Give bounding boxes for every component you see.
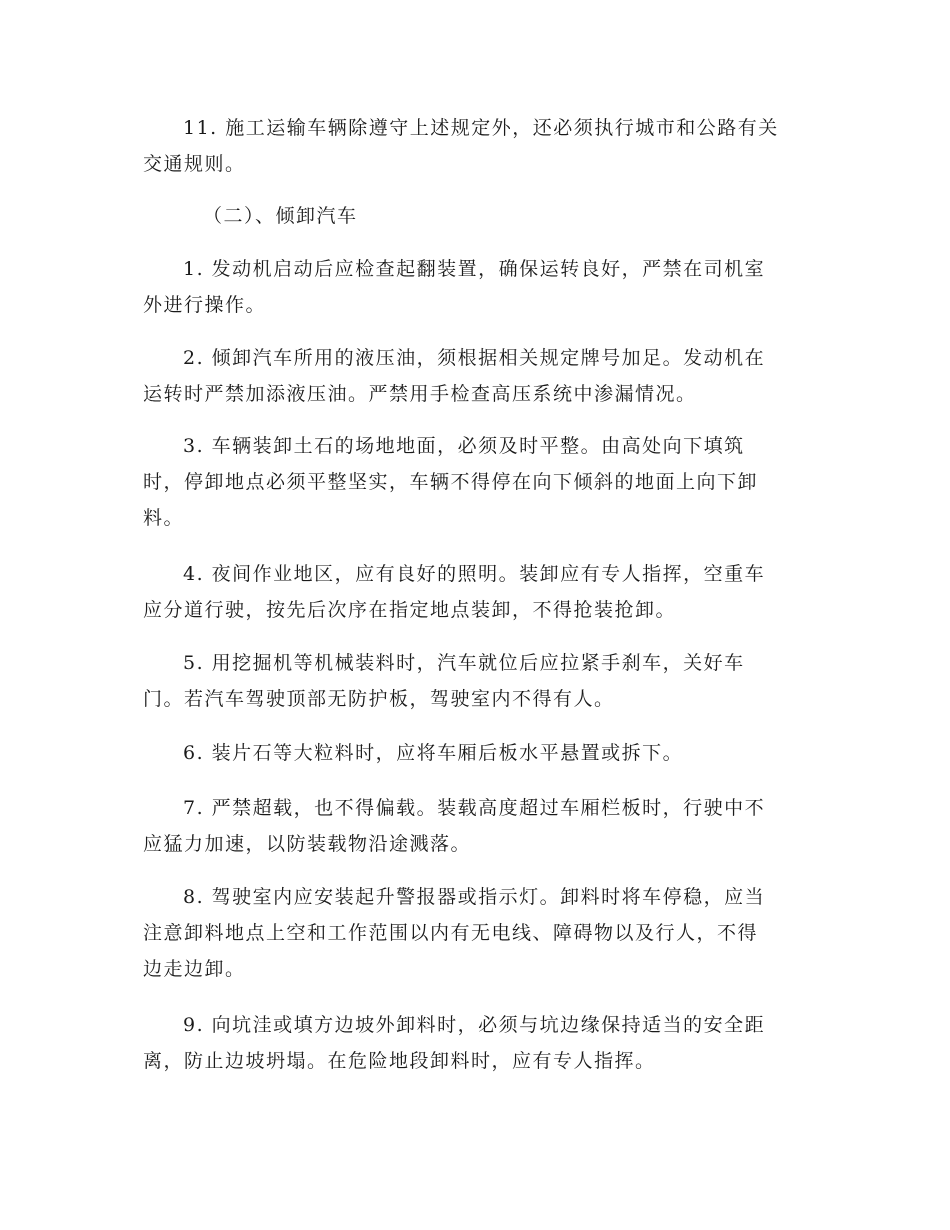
paragraph-line: 交通规则。 — [143, 153, 246, 175]
paragraph-line: 11. 施工运输车辆除遵守上述规定外，还必须执行城市和公路有关 — [183, 117, 779, 139]
paragraph-line: 4. 夜间作业地区，应有良好的照明。装卸应有专人指挥，空重车 — [183, 563, 766, 585]
section-heading-text: （二）、倾卸汽车 — [203, 205, 358, 227]
paragraph-item-4 — [143, 556, 803, 628]
paragraph-line: 外进行操作。 — [143, 294, 267, 316]
paragraph-item-7 — [143, 790, 803, 862]
paragraph-line: 1. 发动机启动后应检查起翻装置，确保运转良好，严禁在司机室 — [183, 258, 766, 280]
paragraph-line: 6. 装片石等大粒料时，应将车厢后板水平悬置或拆下。 — [183, 742, 684, 764]
paragraph-item-9 — [143, 1007, 803, 1079]
paragraph-item-5 — [143, 645, 803, 717]
paragraph-item-6 — [143, 735, 803, 771]
paragraph-line: 7. 严禁超载，也不得偏载。装载高度超过车厢栏板时，行驶中不 — [183, 797, 766, 819]
paragraph-line: 离，防止边坡坍塌。在危险地段卸料时，应有专人指挥。 — [143, 1050, 656, 1072]
paragraph-line: 边走边卸。 — [143, 958, 246, 980]
paragraph-line: 应分道行驶，按先后次序在指定地点装卸，不得抢装抢卸。 — [143, 599, 677, 621]
paragraph-line: 8. 驾驶室内应安装起升警报器或指示灯。卸料时将车停稳，应当 — [183, 886, 766, 908]
paragraph-line: 注意卸料地点上空和工作范围以内有无电线、障碍物以及行人，不得 — [143, 922, 759, 944]
paragraph-item-1 — [143, 251, 803, 323]
paragraph-item-11 — [143, 110, 803, 182]
paragraph-line: 运转时严禁加添液压油。严禁用手检查高压系统中渗漏情况。 — [143, 383, 697, 405]
paragraph-line: 5. 用挖掘机等机械装料时，汽车就位后应拉紧手刹车，关好车 — [183, 652, 745, 674]
paragraph-line: 应猛力加速，以防装载物沿途溅落。 — [143, 833, 472, 855]
paragraph-item-3 — [143, 428, 803, 536]
paragraph-item-8 — [143, 879, 803, 987]
paragraph-line: 2. 倾卸汽车所用的液压油，须根据相关规定牌号加足。发动机在 — [183, 347, 766, 369]
paragraph-line: 门。若汽车驾驶顶部无防护板，驾驶室内不得有人。 — [143, 688, 615, 710]
paragraph-item-2 — [143, 340, 803, 412]
paragraph-line: 9. 向坑洼或填方边坡外卸料时，必须与坑边缘保持适当的安全距 — [183, 1014, 766, 1036]
section-heading — [143, 198, 803, 234]
paragraph-line: 时，停卸地点必须平整坚实，车辆不得停在向下倾斜的地面上向下卸 — [143, 471, 759, 493]
paragraph-line: 料。 — [143, 507, 185, 529]
paragraph-line: 3. 车辆装卸土石的场地地面，必须及时平整。由高处向下填筑 — [183, 435, 745, 457]
